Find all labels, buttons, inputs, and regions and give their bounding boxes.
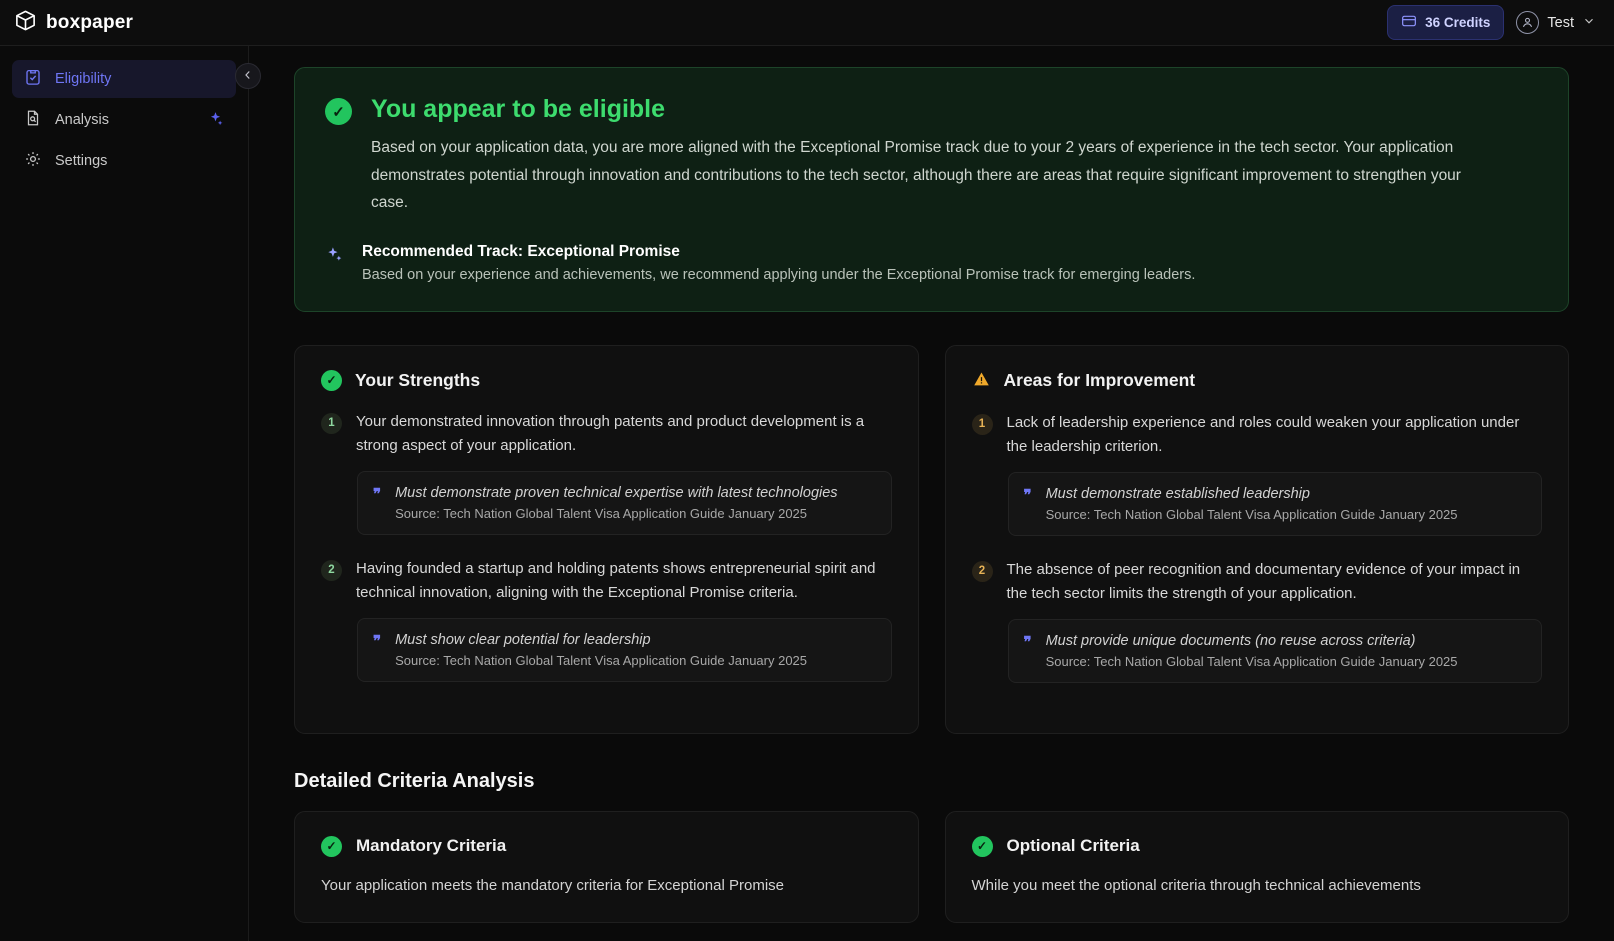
sidebar-item-eligibility[interactable]: [12, 60, 236, 98]
sidebar-item-settings[interactable]: [12, 142, 236, 180]
banner-header: [325, 94, 1538, 217]
card-title: Mandatory Criteria: [356, 836, 507, 856]
sparkle-icon: [207, 110, 224, 131]
quote-text: Must demonstrate established leadership: [1045, 485, 1310, 502]
user-name: Test: [1547, 14, 1574, 31]
user-menu[interactable]: [1516, 11, 1600, 34]
card-text: Your application meets the mandatory criteria for Exceptional Promise: [321, 876, 785, 894]
chevron-down-icon[interactable]: [1582, 14, 1596, 32]
list-item: [321, 410, 892, 458]
check-circle-icon: ✓: [321, 836, 342, 857]
recommended-track: [325, 243, 1538, 283]
brand[interactable]: [14, 9, 133, 37]
quote-source: Source: Tech Nation Global Talent Visa Application Guide January 2025: [395, 505, 808, 521]
item-number: 2: [321, 560, 342, 581]
strengths-card: [294, 345, 919, 734]
strengths-header: [321, 370, 892, 391]
card-title: Your Strengths: [355, 369, 481, 390]
quote-icon: ❞: [373, 485, 382, 503]
quote-box: [1008, 472, 1543, 536]
item-text: The absence of peer recognition and documentary evidence of your impact in the tech sector limits the strength of your application.: [1006, 560, 1521, 602]
mandatory-criteria-card: [294, 811, 919, 923]
item-number: 2: [972, 561, 993, 582]
sidebar-item-label: Eligibility: [55, 71, 112, 87]
sidebar-item-label: Settings: [55, 153, 108, 169]
check-circle-icon: ✓: [325, 98, 352, 125]
chevron-left-icon: [242, 69, 254, 84]
banner-body: Based on your application data, you are more aligned with the Exceptional Promise track due to your 2 years of experience in the tech sector. Your application demonstrates potential through innovation and contributions to the tech sector, although there are areas that require significant improvement to strengthen your case.: [371, 139, 1461, 212]
section-title: Detailed Criteria Analysis: [294, 769, 535, 792]
quote-text: Must provide unique documents (no reuse across criteria): [1045, 632, 1416, 649]
user-circle-icon: [1516, 11, 1539, 34]
improvements-header: [972, 370, 1543, 392]
list-item: [321, 557, 892, 605]
sidebar-item-analysis[interactable]: [12, 101, 236, 139]
top-bar: [0, 0, 1614, 46]
eligibility-banner: [294, 67, 1569, 312]
quote-icon: ❞: [1023, 633, 1032, 651]
card-title: Areas for Improvement: [1003, 370, 1196, 391]
cube-icon: [14, 9, 37, 37]
quote-icon: ❞: [373, 632, 382, 650]
quote-box: [357, 618, 892, 682]
improvements-card: [945, 345, 1570, 734]
quote-text: Must show clear potential for leadership: [395, 631, 651, 648]
credits-label: 36 Credits: [1425, 15, 1491, 30]
gear-icon: [24, 150, 42, 172]
check-circle-icon: ✓: [972, 836, 993, 857]
mandatory-criteria-header: [321, 836, 892, 857]
credits-button[interactable]: [1387, 5, 1504, 40]
quote-source: Source: Tech Nation Global Talent Visa Application Guide January 2025: [1045, 653, 1458, 669]
body: [0, 46, 1614, 941]
sidebar-item-label: Analysis: [55, 112, 109, 128]
main-content: [249, 46, 1614, 941]
item-text: Your demonstrated innovation through patents and product development is a strong aspect of your application.: [356, 412, 865, 454]
optional-criteria-card: [945, 811, 1570, 923]
check-circle-icon: ✓: [321, 370, 342, 391]
quote-box: [357, 471, 892, 535]
quote-box: [1008, 619, 1543, 683]
optional-criteria-header: [972, 836, 1543, 857]
file-search-icon: [24, 109, 42, 131]
quote-icon: ❞: [1023, 486, 1032, 504]
item-number: 1: [321, 413, 342, 434]
item-number: 1: [972, 414, 993, 435]
sidebar: [0, 46, 249, 941]
clipboard-check-icon: [24, 68, 42, 90]
card-text: While you meet the optional criteria through technical achievements: [971, 876, 1421, 894]
analysis-cards-row: [294, 345, 1569, 734]
quote-source: Source: Tech Nation Global Talent Visa Application Guide January 2025: [395, 652, 808, 668]
item-text: Having founded a startup and holding patents shows entrepreneurial spirit and technical innovation, aligning with the Exceptional Promise criteria.: [356, 559, 876, 601]
track-description: Based on your experience and achievements, we recommend applying under the Exceptional Promise track for emerging leaders.: [362, 266, 1196, 283]
quote-text: Must demonstrate proven technical expertise with latest technologies: [395, 484, 838, 501]
brand-name: boxpaper: [46, 11, 134, 33]
sidebar-collapse-button[interactable]: [235, 63, 261, 89]
card-icon: [1401, 13, 1417, 32]
quote-source: Source: Tech Nation Global Talent Visa Application Guide January 2025: [1045, 506, 1458, 522]
list-item: [972, 558, 1543, 606]
list-item: [972, 411, 1543, 459]
track-title: Recommended Track: Exceptional Promise: [362, 242, 680, 260]
top-bar-right: [1387, 5, 1600, 40]
card-title: Optional Criteria: [1006, 836, 1140, 856]
banner-title: You appear to be eligible: [371, 95, 666, 123]
item-text: Lack of leadership experience and roles could weaken your application under the leadership criterion.: [1006, 413, 1520, 455]
criteria-cards-row: [294, 811, 1569, 923]
warning-triangle-icon: [972, 370, 991, 392]
sparkles-icon: [325, 245, 344, 269]
